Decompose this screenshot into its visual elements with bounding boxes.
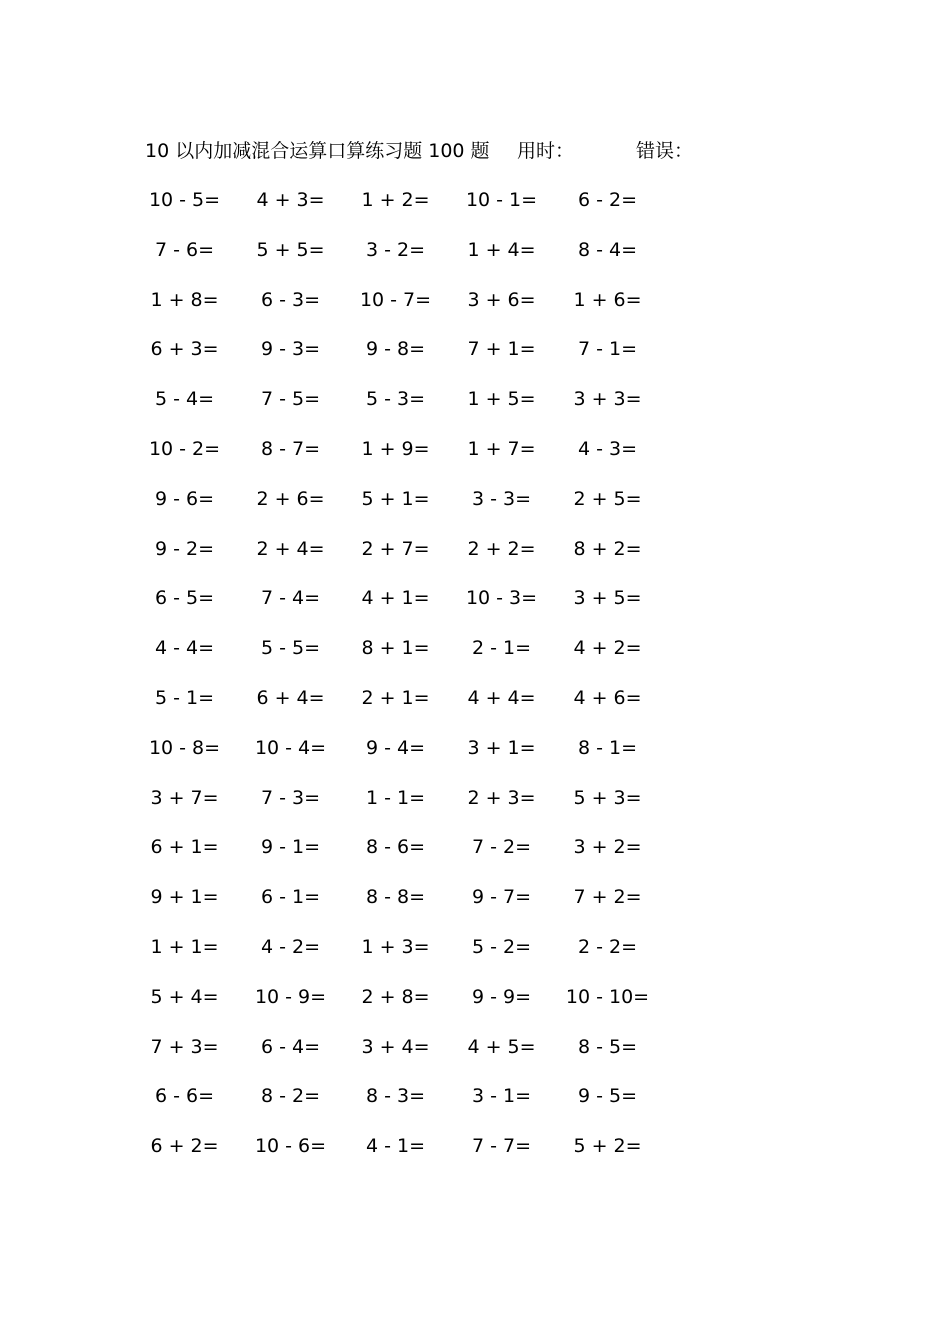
problem-row <box>0 1033 950 1083</box>
arithmetic-problem: 2 + 4= <box>256 537 325 560</box>
arithmetic-problem: 7 - 4= <box>260 587 321 610</box>
arithmetic-problem: 5 - 4= <box>154 388 215 411</box>
problem-row <box>0 535 950 585</box>
arithmetic-problem: 9 - 7= <box>471 886 532 909</box>
arithmetic-problem: 6 - 5= <box>154 587 215 610</box>
arithmetic-problem: 1 + 6= <box>573 288 642 311</box>
problem-row <box>0 833 950 883</box>
problem-row <box>0 684 950 734</box>
arithmetic-problem: 3 - 2= <box>365 238 426 261</box>
arithmetic-problem: 3 - 3= <box>471 487 532 510</box>
arithmetic-problem: 9 - 8= <box>365 338 426 361</box>
arithmetic-problem: 8 - 4= <box>577 238 638 261</box>
arithmetic-problem: 10 - 7= <box>359 288 432 311</box>
errors-label: 错误： <box>636 140 694 162</box>
arithmetic-problem: 3 + 5= <box>573 587 642 610</box>
problem-row <box>0 435 950 485</box>
arithmetic-problem: 9 - 6= <box>154 487 215 510</box>
arithmetic-problem: 5 + 5= <box>256 238 325 261</box>
arithmetic-problem: 5 + 4= <box>150 985 219 1008</box>
arithmetic-problem: 8 - 2= <box>260 1085 321 1108</box>
arithmetic-problem: 4 + 6= <box>573 686 642 709</box>
arithmetic-problem: 10 - 2= <box>148 437 221 460</box>
arithmetic-problem: 7 + 3= <box>150 1035 219 1058</box>
arithmetic-problem: 4 + 1= <box>361 587 430 610</box>
arithmetic-problem: 3 - 1= <box>471 1085 532 1108</box>
arithmetic-problem: 3 + 6= <box>467 288 536 311</box>
problem-row <box>0 485 950 535</box>
arithmetic-problem: 7 - 6= <box>154 238 215 261</box>
arithmetic-problem: 2 + 5= <box>573 487 642 510</box>
arithmetic-problem: 9 - 4= <box>365 736 426 759</box>
arithmetic-problem: 2 + 8= <box>361 985 430 1008</box>
arithmetic-problem: 2 + 6= <box>256 487 325 510</box>
arithmetic-problem: 10 - 8= <box>148 736 221 759</box>
arithmetic-problem: 8 - 5= <box>577 1035 638 1058</box>
arithmetic-problem: 2 + 2= <box>467 537 536 560</box>
arithmetic-problem: 8 - 1= <box>577 736 638 759</box>
arithmetic-problem: 1 + 4= <box>467 238 536 261</box>
arithmetic-problem: 5 + 3= <box>573 786 642 809</box>
arithmetic-problem: 2 + 3= <box>467 786 536 809</box>
arithmetic-problem: 2 - 1= <box>471 637 532 660</box>
arithmetic-problem: 1 + 2= <box>361 189 430 211</box>
arithmetic-problem: 1 + 5= <box>467 388 536 411</box>
arithmetic-problem: 1 + 3= <box>361 935 430 958</box>
arithmetic-problem: 6 - 2= <box>577 189 638 211</box>
arithmetic-problem: 4 - 4= <box>154 637 215 660</box>
problem-row <box>0 634 950 684</box>
arithmetic-problem: 4 - 1= <box>365 1135 426 1158</box>
arithmetic-problem: 3 + 4= <box>361 1035 430 1058</box>
arithmetic-problem: 10 - 10= <box>565 985 650 1008</box>
arithmetic-problem: 4 + 5= <box>467 1035 536 1058</box>
arithmetic-problem: 9 - 9= <box>471 985 532 1008</box>
arithmetic-problem: 5 - 5= <box>260 637 321 660</box>
problem-row <box>0 1132 950 1182</box>
problem-row <box>0 385 950 435</box>
arithmetic-problem: 10 - 3= <box>465 587 538 610</box>
arithmetic-problem: 5 - 1= <box>154 686 215 709</box>
arithmetic-problem: 8 + 2= <box>573 537 642 560</box>
arithmetic-problem: 9 - 2= <box>154 537 215 560</box>
arithmetic-problem: 1 + 1= <box>150 935 219 958</box>
time-used-label: 用时： <box>517 140 575 162</box>
arithmetic-problem: 8 - 3= <box>365 1085 426 1108</box>
arithmetic-problem: 5 - 3= <box>365 388 426 411</box>
arithmetic-problem: 8 - 6= <box>365 836 426 859</box>
arithmetic-problem: 3 + 2= <box>573 836 642 859</box>
arithmetic-problem: 10 - 4= <box>254 736 327 759</box>
arithmetic-problem: 5 + 2= <box>573 1135 642 1158</box>
arithmetic-problem: 6 - 4= <box>260 1035 321 1058</box>
arithmetic-problem: 1 + 7= <box>467 437 536 460</box>
problem-row <box>0 734 950 784</box>
problem-row <box>0 286 950 336</box>
arithmetic-problem: 10 - 1= <box>465 189 538 211</box>
arithmetic-problem: 2 + 7= <box>361 537 430 560</box>
arithmetic-problem: 7 + 1= <box>467 338 536 361</box>
problem-row <box>0 236 950 286</box>
worksheet-title: 10 以内加减混合运算口算练习题 100 题 <box>145 140 490 162</box>
arithmetic-problem: 3 + 7= <box>150 786 219 809</box>
problem-row <box>0 186 950 236</box>
arithmetic-problem: 4 + 4= <box>467 686 536 709</box>
arithmetic-problem: 4 - 3= <box>577 437 638 460</box>
arithmetic-problem: 7 - 7= <box>471 1135 532 1158</box>
problem-grid <box>0 186 950 1182</box>
arithmetic-problem: 1 + 9= <box>361 437 430 460</box>
problem-row <box>0 933 950 983</box>
arithmetic-problem: 6 + 3= <box>150 338 219 361</box>
arithmetic-problem: 10 - 6= <box>254 1135 327 1158</box>
arithmetic-problem: 5 - 2= <box>471 935 532 958</box>
arithmetic-problem: 2 + 1= <box>361 686 430 709</box>
arithmetic-problem: 8 + 1= <box>361 637 430 660</box>
arithmetic-problem: 9 - 3= <box>260 338 321 361</box>
arithmetic-problem: 10 - 9= <box>254 985 327 1008</box>
problem-row <box>0 584 950 634</box>
arithmetic-problem: 2 - 2= <box>577 935 638 958</box>
arithmetic-problem: 5 + 1= <box>361 487 430 510</box>
arithmetic-problem: 10 - 5= <box>148 189 221 211</box>
problem-row <box>0 1082 950 1132</box>
arithmetic-problem: 6 + 4= <box>256 686 325 709</box>
arithmetic-problem: 4 + 2= <box>573 637 642 660</box>
arithmetic-problem: 7 - 3= <box>260 786 321 809</box>
problem-row <box>0 883 950 933</box>
arithmetic-problem: 3 + 1= <box>467 736 536 759</box>
arithmetic-problem: 4 + 3= <box>256 189 325 211</box>
arithmetic-problem: 6 - 1= <box>260 886 321 909</box>
arithmetic-problem: 7 - 1= <box>577 338 638 361</box>
problem-row <box>0 983 950 1033</box>
arithmetic-problem: 9 + 1= <box>150 886 219 909</box>
arithmetic-problem: 4 - 2= <box>260 935 321 958</box>
arithmetic-problem: 9 - 1= <box>260 836 321 859</box>
arithmetic-problem: 8 - 8= <box>365 886 426 909</box>
arithmetic-problem: 3 + 3= <box>573 388 642 411</box>
arithmetic-problem: 9 - 5= <box>577 1085 638 1108</box>
arithmetic-problem: 7 - 2= <box>471 836 532 859</box>
arithmetic-problem: 6 - 3= <box>260 288 321 311</box>
arithmetic-problem: 6 + 2= <box>150 1135 219 1158</box>
arithmetic-problem: 7 + 2= <box>573 886 642 909</box>
arithmetic-problem: 6 + 1= <box>150 836 219 859</box>
arithmetic-problem: 8 - 7= <box>260 437 321 460</box>
arithmetic-problem: 6 - 6= <box>154 1085 215 1108</box>
problem-row <box>0 335 950 385</box>
problem-row <box>0 784 950 834</box>
arithmetic-problem: 1 + 8= <box>150 288 219 311</box>
arithmetic-problem: 7 - 5= <box>260 388 321 411</box>
arithmetic-problem: 1 - 1= <box>365 786 426 809</box>
